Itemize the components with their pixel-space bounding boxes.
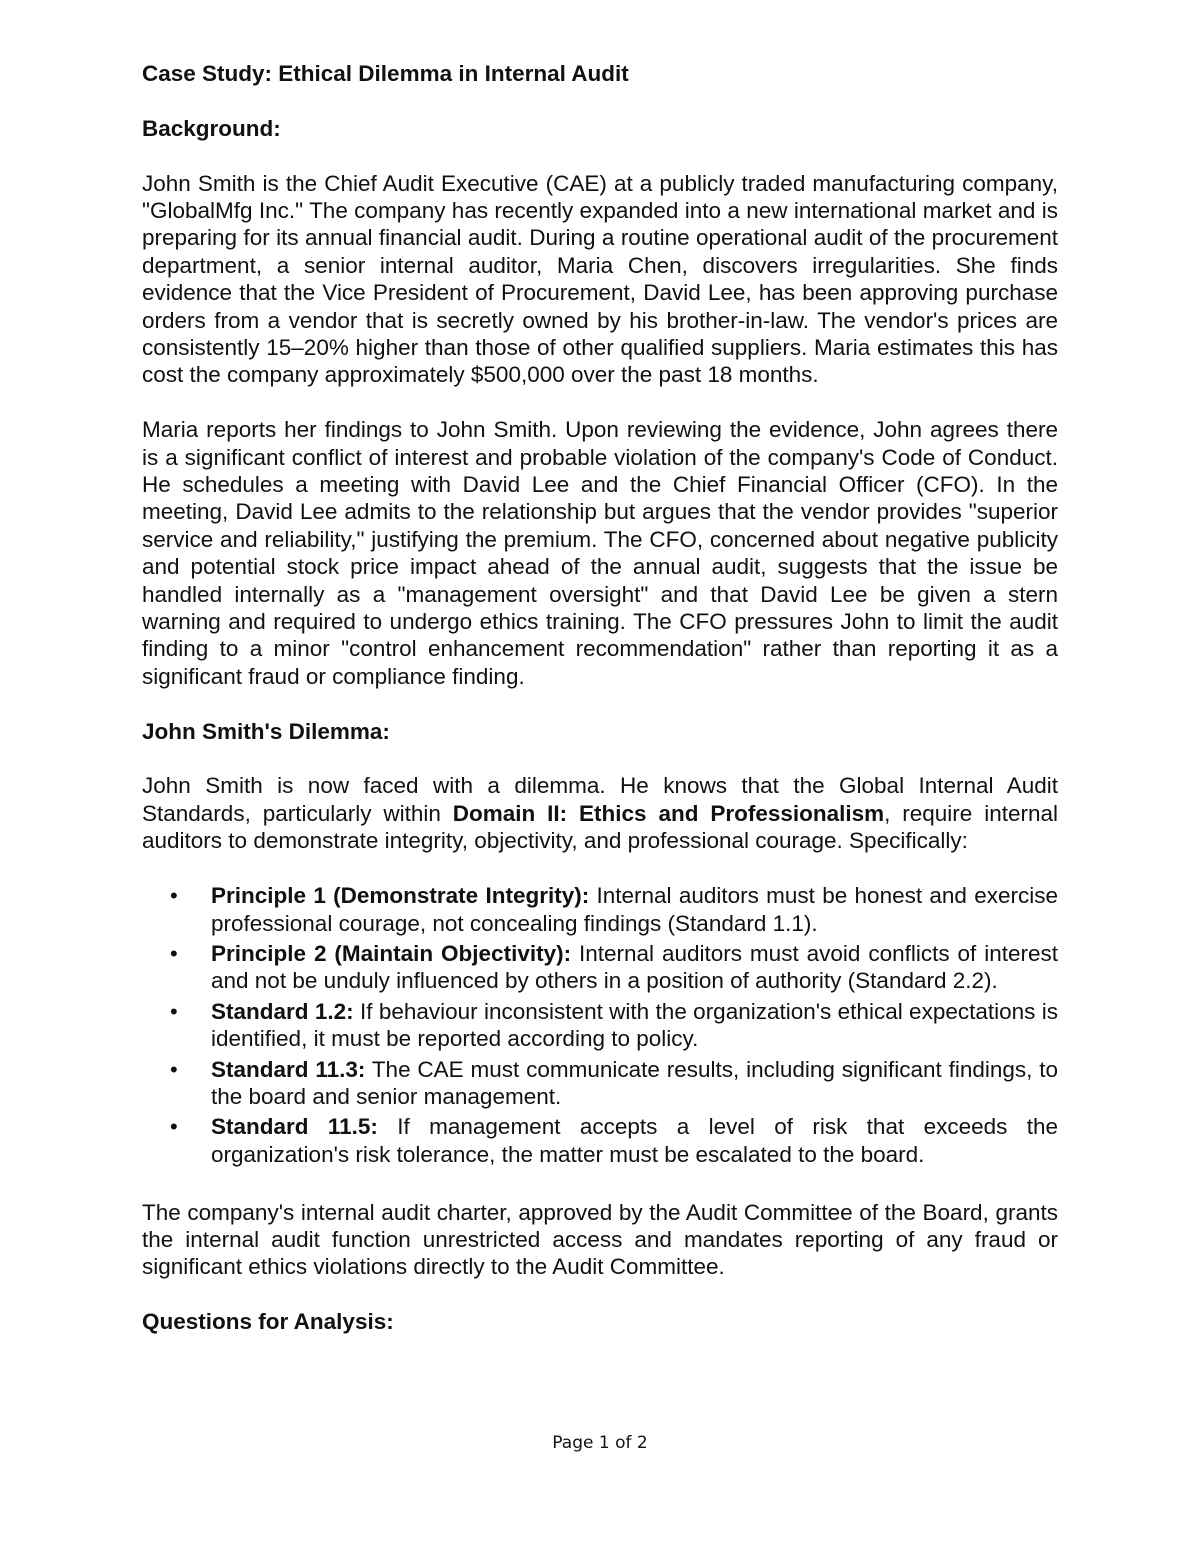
list-item [142, 940, 1058, 995]
document-page [142, 60, 1058, 1336]
dilemma-intro [142, 772, 1058, 854]
list-item [142, 1113, 1058, 1168]
list-item-label: Standard 11.5: [211, 1114, 378, 1140]
bullet-icon: • [170, 1056, 178, 1082]
bullet-icon: • [170, 940, 178, 966]
bullet-icon: • [170, 883, 178, 909]
background-paragraph-1: John Smith is the Chief Audit Executive (CAE) at a publicly traded manufacturing company, "GlobalMfg Inc." The company has recently expanded into a new international market and is preparing for its annual financial audit. During a routine operational audit of the procurement department, a senior internal auditor, Maria Chen, discovers irregularities. She finds evidence that the Vice President of Procurement, David Lee, has been approving purchase orders from a vendor that is secretly owned by his brother-in-law. The vendor's prices are consistently 15–20% higher than those of other qualified suppliers. Maria estimates this has cost the company approximately $500,000 over the past 18 months. [142, 170, 1058, 388]
list-item-text: If behaviour inconsistent with the organization's ethical expectations is identified, it must be reported according to policy. [211, 998, 1058, 1052]
dilemma-intro-text: John Smith is now faced with a dilemma. He knows that the Global Internal Audit Standards, particularly within [142, 773, 1058, 826]
questions-heading: Questions for Analysis: [142, 1309, 394, 1335]
bullet-icon: • [170, 1114, 178, 1140]
dilemma-intro-text-end: , require internal auditors to demonstrate integrity, objectivity, and professional courage. Specifically: [142, 800, 1058, 854]
bullet-icon: • [170, 998, 178, 1024]
dilemma-intro-domain: Domain II: Ethics and Professionalism [452, 800, 885, 826]
dilemma-heading: John Smith's Dilemma: [142, 718, 390, 744]
list-item-text: The CAE must communicate results, including significant findings, to the board and senior management. [211, 1056, 1058, 1109]
list-item-label: Standard 1.2: [211, 998, 354, 1024]
list-item-label: Principle 1 (Demonstrate Integrity): [211, 883, 590, 909]
background-heading: Background: [142, 115, 281, 141]
list-item [142, 998, 1058, 1053]
list-item-text: Internal auditors must avoid conflicts of interest and not be unduly influenced by others in a position of authority (Standard 2.2). [211, 940, 1058, 994]
standards-list [142, 882, 1058, 1168]
list-item-text: If management accepts a level of risk that exceeds the organization's risk tolerance, the matter must be escalated to the board. [211, 1114, 1059, 1167]
list-item-label: Standard 11.3: [211, 1056, 366, 1082]
page-number: Page 1 of 2 [552, 1433, 648, 1453]
list-item-label: Principle 2 (Maintain Objectivity): [211, 940, 572, 966]
document-title: Case Study: Ethical Dilemma in Internal Audit [142, 61, 629, 86]
background-paragraph-2: Maria reports her findings to John Smith. Upon reviewing the evidence, John agrees there is a significant conflict of interest and probable violation of the company's Code of Conduct. He schedules a meeting with David Lee and the Chief Financial Officer (CFO). In the meeting, David Lee admits to the relationship but argues that the vendor provides "superior service and reliability," justifying the premium. The CFO, concerned about negative publicity and potential stock price impact ahead of the annual audit, suggests that the issue be handled internally as a "management oversight" and that David Lee be given a stern warning and required to undergo ethics training. The CFO pressures John to limit the audit finding to a minor "control enhancement recommendation" rather than reporting it as a significant fraud or compliance finding. [142, 417, 1058, 689]
list-item [142, 1056, 1058, 1111]
charter-paragraph: The company's internal audit charter, approved by the Audit Committee of the Board, grants the internal audit function unrestricted access and mandates reporting of any fraud or significant ethics violations directly to the Audit Committee. [142, 1199, 1058, 1280]
list-item-text: Internal auditors must be honest and exercise professional courage, not concealing findings (Standard 1.1). [211, 883, 1059, 936]
list-item [142, 882, 1058, 937]
